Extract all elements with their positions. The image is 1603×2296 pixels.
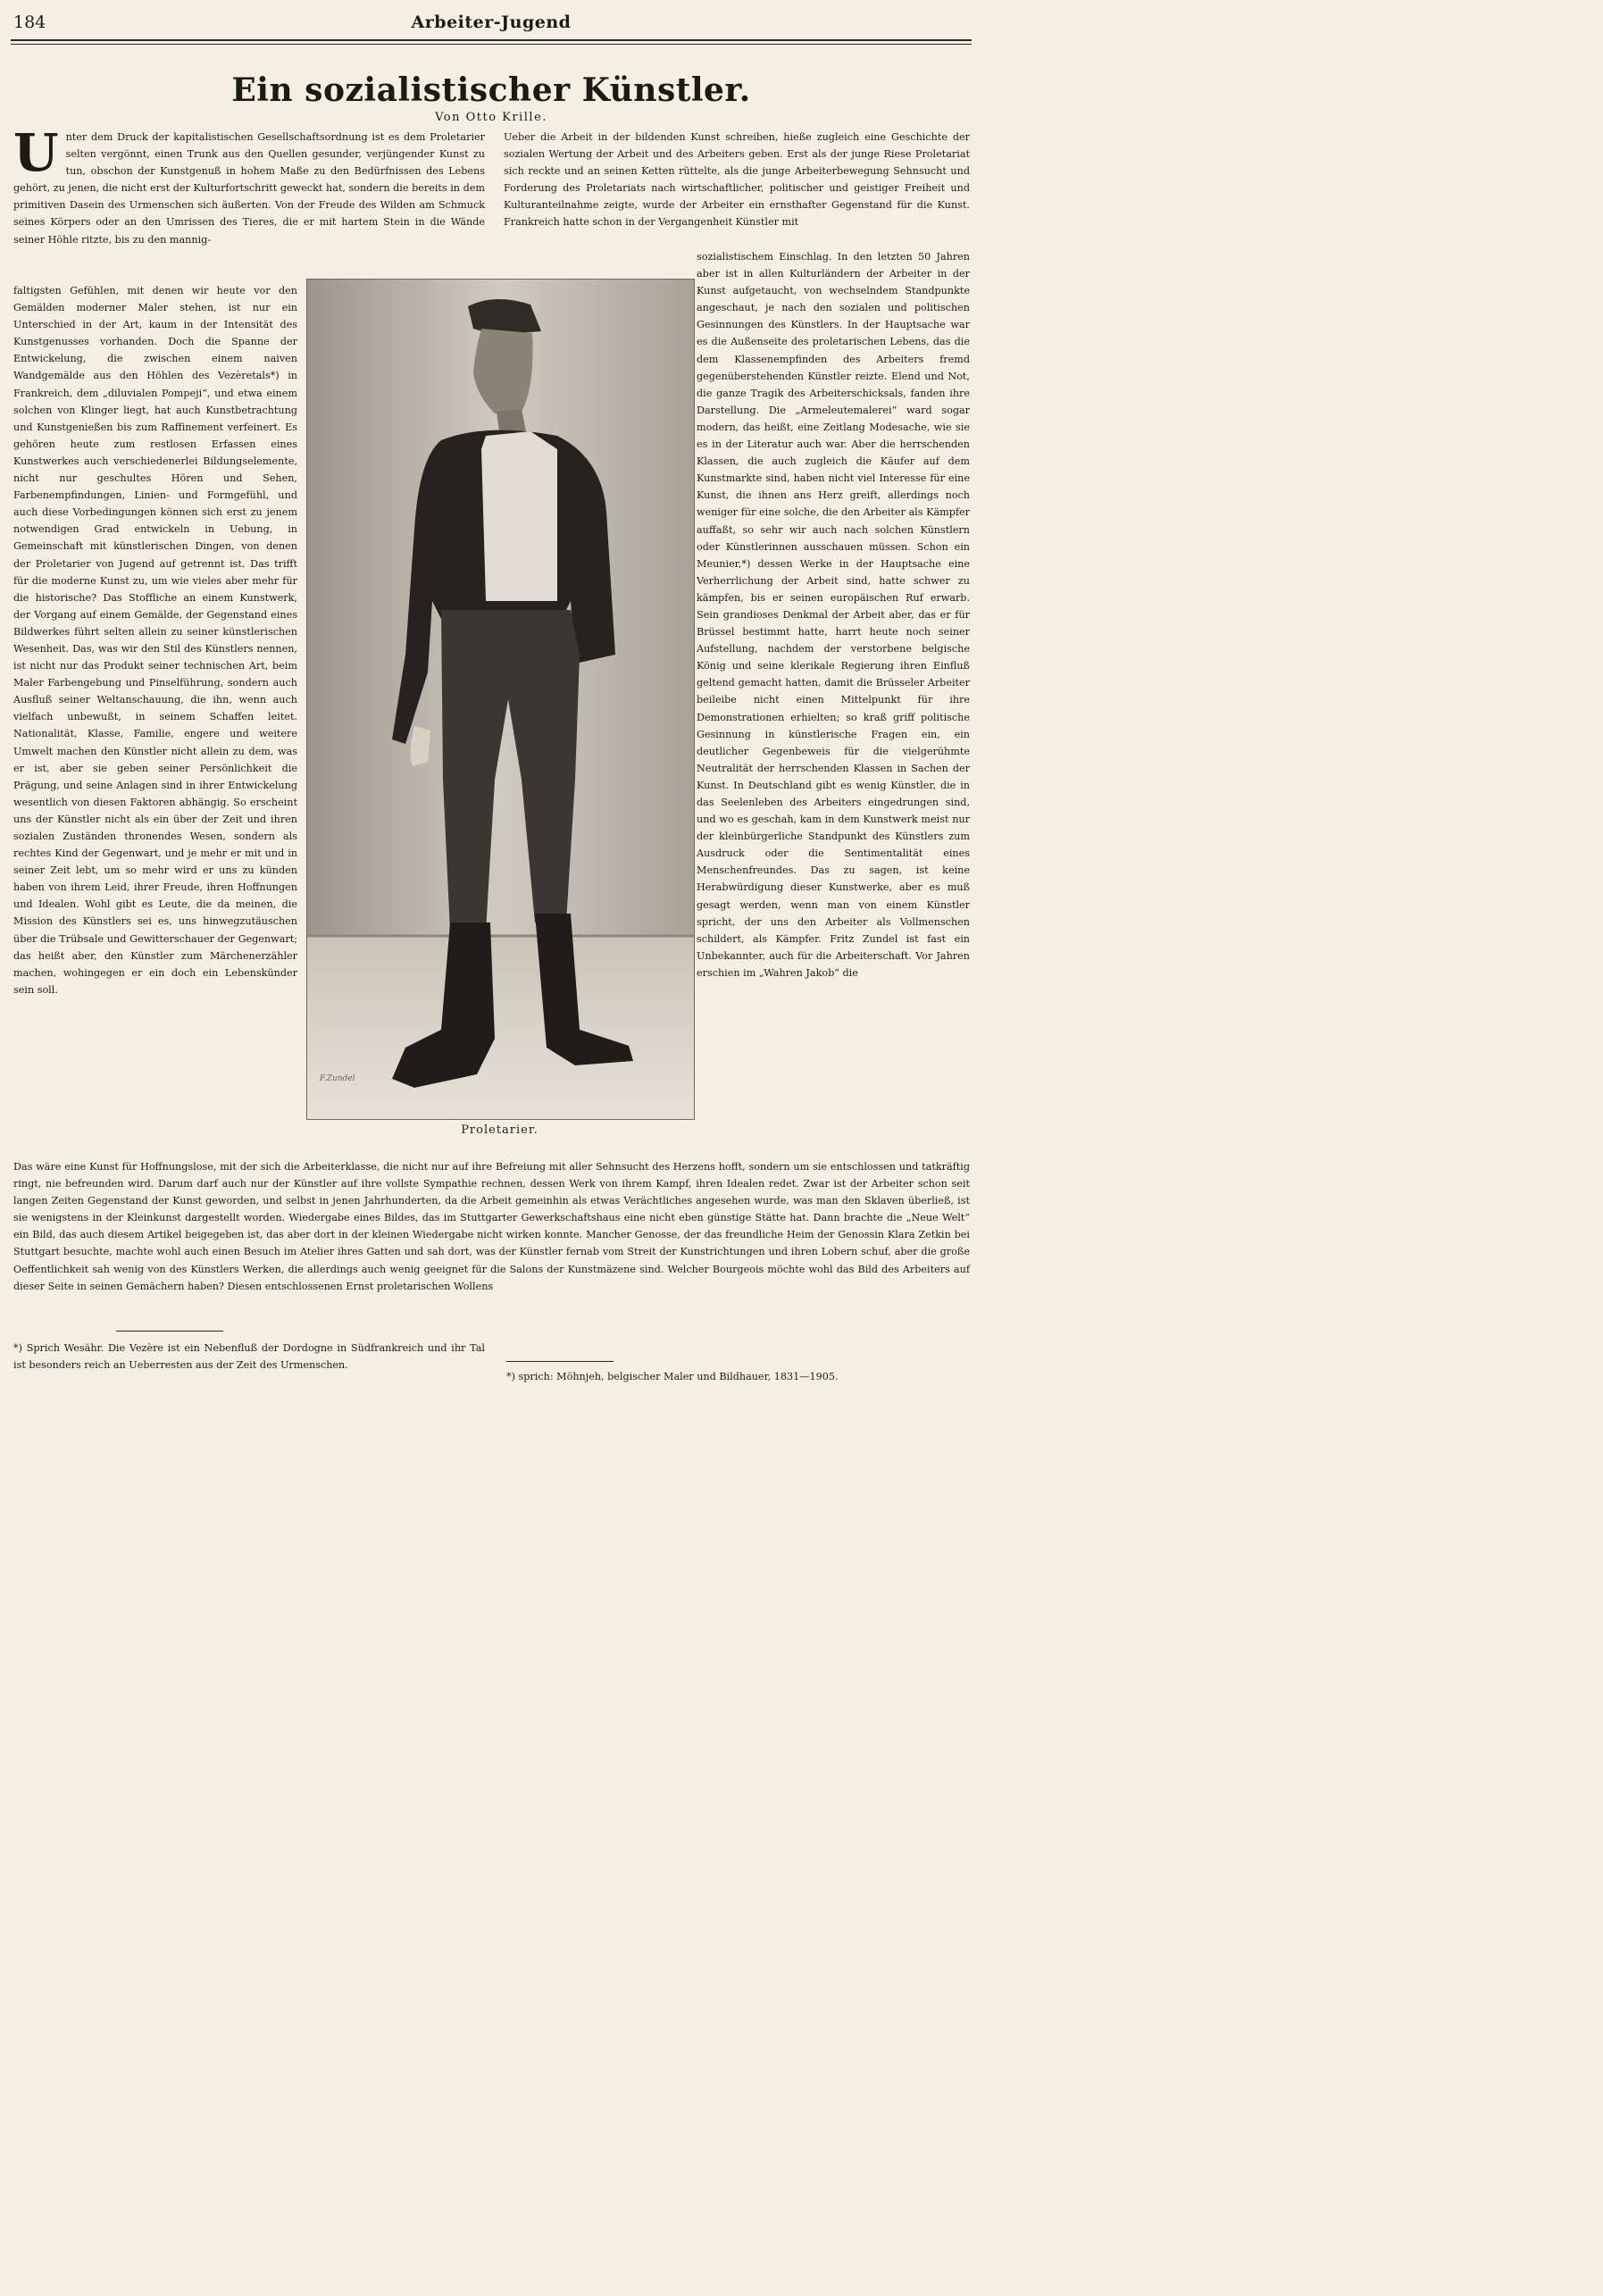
running-title: Arbeiter-Jugend	[411, 13, 572, 32]
right-column-text	[697, 248, 970, 981]
bottom-text	[13, 1158, 970, 1295]
page-number: 184	[13, 13, 46, 32]
right-top-text	[504, 129, 970, 231]
header-rule-thin	[11, 44, 972, 45]
right-top-paragraph: Ueber die Arbeit in der bildenden Kunst schreiben, hieße zugleich eine Geschichte der sozialen Wertung der Arbeit und des Arbeiters geben. Erst als der junge Riese Proletariat sich reckte und an seinen Ketten rüttelte, als die junge Arbeiterbewegung Sehnsucht und Forderung des Proletariats nach wirtschaftlicher, politischer und geistiger Freiheit und Kulturanteilnahme zeigte, wurde der Arbeiter ein ernsthafter Gegenstand für die Kunst. Frankreich hatte schon in der Vergangenheit Künstler mit	[504, 131, 970, 229]
left-column-paragraph: faltigsten Gefühlen, mit denen wir heute vor den Gemälden moderner Maler stehen, ist nur ein Unterschied in der Art, kaum in der Intensität des Kunstgenusses vorhanden. Doch die Spanne der Entwickelung, die zwischen einem naiven Wandgemälde aus den Höhlen des Vezèretals*) in Frankreich, dem „diluvialen Pompeji“, und etwa einem solchen von Klinger liegt, hat auch Kunstbetrachtung und Kunstgenießen bis zum Raffinement verfeinert. Es gehören heute zum restlosen Erfassen eines Kunstwerkes auch verschiedenerlei Bildungselemente, nicht nur geschultes Hören und Sehen, Farbenempfindungen, Linien- und Formgefühl, und auch diese Vorbedingungen können sich erst zu jenem notwendigen Grad entwickeln in Uebung, in Gemeinschaft mit künstlerischen Dingen, von denen der Proletarier von Jugend auf getrennt ist. Das trifft für die moderne Kunst zu, um wie vieles aber mehr für die historische? Das Stoffliche an einem Kunstwerk, der Vorgang auf einem Gemälde, der Gegenstand eines Bildwerkes führt selten allein zu seiner künstlerischen Wesenheit. Das, was wir den Stil des Künstlers nennen, ist nicht nur das Produkt seiner technischen Art, beim Maler Farbengebung und Pinselführung, sondern auch Ausfluß seiner Weltanschauung, die ihn, wenn auch vielfach unbewußt, in seinem Schaffen leitet. Nationalität, Klasse, Familie, engere und weitere Umwelt machen den Künstler nicht allein zu dem, was er ist, aber sie geben seiner Persönlichkeit die Prägung, und seine Anlagen sind in ihrer Entwickelung wesentlich von diesen Faktoren abhängig. So erscheint uns der Künstler nicht als ein über der Zeit und ihren sozialen Zuständen thronendes Wesen, sondern als rechtes Kind der Gegenwart, und je mehr er mit und in seiner Zeit lebt, um so mehr wird er uns zu künden haben von ihrem Leid, ihrer Freude, ihren Hoffnungen und Idealen. Wohl gibt es Leute, die da meinen, die Mission des Künstlers sei es, uns hinwegzutäuschen über die Trübsale und Gewitterschauer der Gegenwart; das heißt aber, den Künstler zum Märchenerzähler machen, wohingegen er ein doch ein Lebenskünder sein soll.	[13, 285, 297, 996]
left-column-text	[13, 282, 297, 998]
painter-signature: F.Zundel	[320, 1074, 355, 1083]
header-rule-thick	[11, 39, 972, 41]
proletarier-illustration	[306, 279, 695, 1120]
lead-text: nter dem Druck der kapitalistischen Gesellschaftsordnung ist es dem Proletarier selten vergönnt, einen Trunk aus den Quellen gesunder, verjüngender Kunst zu tun, obschon der Kunstgenuß in hohem Maße zu den Bedürfnissen des Lebens gehört, zu jenen, die nicht erst der Kulturfortschritt geweckt hat, sondern die bereits in dem primitiven Dasein des Urmenschen sich äußerten. Von der Freude des Wilden am Schmuck seines Körpers oder an den Umrissen des Tieres, die er mit hartem Stein in die Wände seiner Höhle ritzte, bis zu den mannig-	[13, 131, 485, 246]
figure-caption: Proletarier.	[461, 1123, 539, 1137]
footnote-vezere: *) Sprich Wesähr. Die Vezère ist ein Nebenfluß der Dordogne in Südfrankreich und ihr Tal ist besonders reich an Ueberresten aus der Zeit des Urmenschen.	[13, 1342, 485, 1371]
bottom-paragraph: Das wäre eine Kunst für Hoffnungslose, mit der sich die Arbeiterklasse, die nicht nur auf ihre Befreiung mit aller Sehnsucht des Herzens hofft, sondern um sie entschlossen und tatkräftig ringt, nie befreunden wird. Darum darf auch nur der Künstler auf ihre vollste Sympathie rechnen, dessen Werk von ihrem Kampf, ihren Idealen redet. Zwar ist der Arbeiter schon seit langen Zeiten Gegenstand der Kunst geworden, und selbst in jenen Jahrhunderten, da die Arbeit gemeinhin als etwas Verächtliches angesehen wurde, was man den Sklaven überließ, ist sie wenigstens in der Kleinkunst dargestellt worden. Wiedergabe eines Bildes, das im Stuttgarter Gewerkschaftshaus eine nicht eben günstige Stätte hat. Dann brachte die „Neue Welt“ ein Bild, das auch diesem Artikel beigegeben ist, das aber dort in der kleinen Wiedergabe nicht wirken konnte. Mancher Genosse, der das freundliche Heim der Genossin Klara Zetkin bei Stuttgart besuchte, machte wohl auch einen Besuch im Atelier ihres Gatten und sah dort, was der Künstler fernab vom Streit der Kunstrichtungen und ihren Lobern schuf, aber die große Oeffentlichkeit sah wenig von des Künstlers Werken, die allerdings auch wenig geeignet für die Salons der Kunstmäzene sind. Welcher Bourgeois möchte wohl das Bild des Arbeiters auf dieser Seite in seinen Gemächern haben? Diesen entschlossenen Ernst proletarischen Wollens	[13, 1161, 970, 1292]
footnote-rule-right	[506, 1361, 614, 1362]
drop-cap: U	[13, 122, 59, 183]
article-title: Ein sozialistischer Künstler.	[231, 71, 751, 109]
lead-paragraph	[13, 122, 485, 248]
right-column-paragraph: sozialistischem Einschlag. In den letzten 50 Jahren aber ist in allen Kulturländern der Arbeiter in der Kunst aufgetaucht, von wechselndem Standpunkte angeschaut, je nach den sozialen und politischen Gesinnungen des Künstlers. In der Hauptsache war es die Außenseite des proletarischen Lebens, das die dem Klassenempfinden des Arbeiters fremd gegenüberstehenden Künstler reizte. Elend und Not, die ganze Tragik des Arbeiterschicksals, fanden ihre Darstellung. Die „Armeleutemalerei“ ward sogar modern, das heißt, eine Zeitlang Modesache, wie sie es in der Literatur auch war. Aber die herrschenden Klassen, die auch zugleich die Käufer auf dem Kunstmarkte sind, haben nicht viel Interesse für eine Kunst, die ihnen ans Herz greift, allerdings noch weniger für eine solche, die den Arbeiter als Kämpfer auffaßt, so sehr wir auch nach solchen Künstlern oder Künstlerinnen ausschauen müssen. Schon ein Meunier,*) dessen Werke in der Hauptsache eine Verherrlichung der Arbeit sind, hatte schwer zu kämpfen, bis er seinen europäischen Ruf erwarb. Sein grandioses Denkmal der Arbeit aber, das er für Brüssel bestimmt hatte, harrt heute noch seiner Aufstellung, nachdem der verstorbene belgische König und seine klerikale Regierung ihren Einfluß geltend gemacht hatten, damit die Brüsseler Arbeiter beileibe nicht einen Mittelpunkt für ihre Demonstrationen erhielten; so kraß griff politische Gesinnung in künstlerische Fragen ein, ein deutlicher Gegenbeweis für die vielgerühmte Neutralität der herrschenden Klassen in Sachen der Kunst. In Deutschland gibt es wenig Künstler, die in das Seelenleben des Arbeiters eingedrungen sind, und wo es geschah, kam in dem Kunstwerk meist nur der kleinbürgerliche Standpunkt des Künstlers zum Ausdruck oder die Sentimentalität eines Menschenfreundes. Das zu sagen, ist keine Herabwürdigung dieser Kunstwerke, aber es muß gesagt werden, wenn man von einem Künstler spricht, der uns den Arbeiter als Vollmenschen schildert, als Kämpfer. Fritz Zundel ist fast ein Unbekannter, auch für die Arbeiterschaft. Vor Jahren erschien im „Wahren Jakob“ die	[697, 251, 970, 979]
magazine-page	[0, 0, 982, 1407]
footnote-rule-left	[116, 1331, 223, 1332]
article-byline: Von Otto Krille.	[435, 111, 547, 124]
footnote-meunier: *) sprich: Möhnjeh, belgischer Maler und Bildhauer, 1831—1905.	[506, 1371, 839, 1382]
